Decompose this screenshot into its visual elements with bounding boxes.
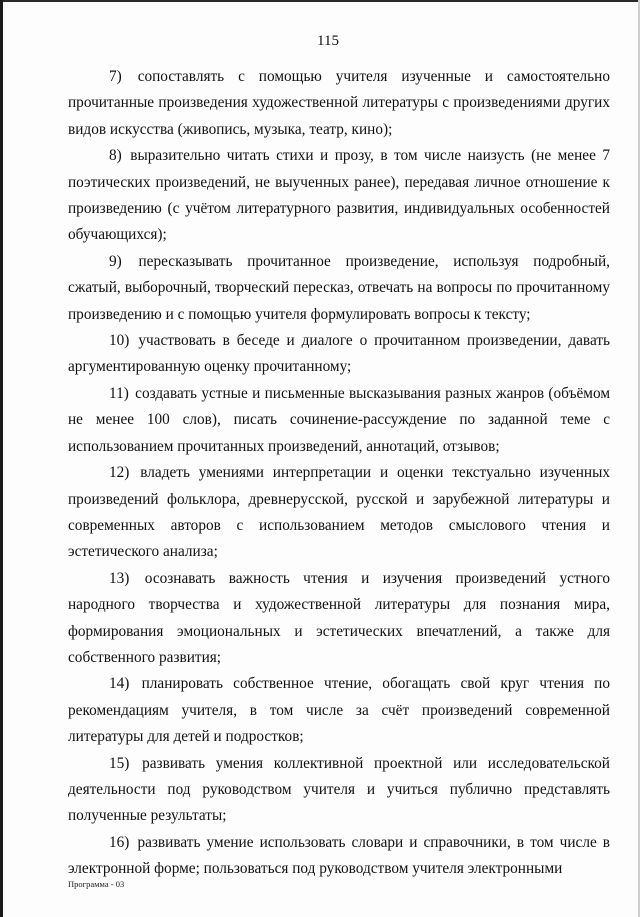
scan-edge-left (0, 0, 3, 917)
item-text: развивать умения коллективной проектной или исследовательской деятельности под руководством учителя и учиться публично представлять полученные результаты; (68, 754, 610, 825)
list-item (68, 830, 610, 883)
item-text: осознавать важность чтения и изучения произведений устного народного творчества и художественной литературы для познания мира, формирования эмоциональных и эстетических впечатлений, а также для собственного развития; (68, 569, 610, 666)
item-number: 8) (109, 147, 122, 165)
item-text: выразительно читать стихи и прозу, в том числе наизусть (не менее 7 поэтических произведений, не выученных ранее), передавая личное отношение к произведению (с учётом литературного развития, индивидуальных особенностей обучающихся); (68, 147, 610, 244)
item-number: 12) (109, 464, 130, 482)
document-body (68, 64, 610, 883)
list-item (68, 143, 610, 249)
list-item (68, 566, 610, 672)
item-text: пересказывать прочитанное произведение, используя подробный, сжатый, выборочный, творческий пересказ, отвечать на вопросы по прочитанному произведению и с помощью учителя формулировать вопросы к тексту; (68, 252, 611, 323)
item-number: 11) (109, 384, 129, 402)
list-item (68, 328, 610, 381)
item-text: участвовать в беседе и диалоге о прочитанном произведении, давать аргументированную оценку прочитанному; (68, 332, 610, 376)
list-item (68, 751, 610, 830)
item-text: развивать умение использовать словари и справочники, в том числе в электронной форме; пользоваться под руководством учителя электронными (68, 833, 611, 878)
list-item (68, 249, 610, 328)
list-item (68, 671, 610, 750)
item-text: создавать устные и письменные высказывания разных жанров (объёмом не менее 100 слов), писать сочинение-рассуждение по заданной теме с использованием прочитанных произведений, аннотаций, отзывов; (68, 384, 610, 455)
item-text: планировать собственное чтение, обогащать свой круг чтения по рекомендациям учителя, в том числе за счёт произведений современной литературы для детей и подростков; (68, 675, 611, 746)
item-text: владеть умениями интерпретации и оценки текстуально изученных произведений фольклора, древнерусской, русской и зарубежной литературы и современных авторов с использованием методов смыслового чтения и эстетического анализа; (68, 464, 611, 561)
list-item (68, 64, 610, 143)
item-number: 16) (109, 833, 130, 851)
item-number: 13) (109, 569, 130, 587)
page-number: 115 (317, 33, 339, 49)
scan-edge-top (0, 0, 640, 2)
item-number: 10) (109, 332, 130, 350)
page-footer: Программа - 03 (68, 879, 125, 889)
item-number: 15) (109, 754, 130, 772)
item-text: сопоставлять с помощью учителя изученные и самостоятельно прочитанные произведения художественной литературы с произведениями других видов искусства (живопись, музыка, театр, кино); (68, 68, 610, 138)
item-number: 14) (109, 675, 130, 693)
list-item (68, 381, 610, 460)
item-number: 7) (109, 68, 122, 85)
list-item (68, 460, 610, 566)
item-number: 9) (109, 252, 122, 270)
